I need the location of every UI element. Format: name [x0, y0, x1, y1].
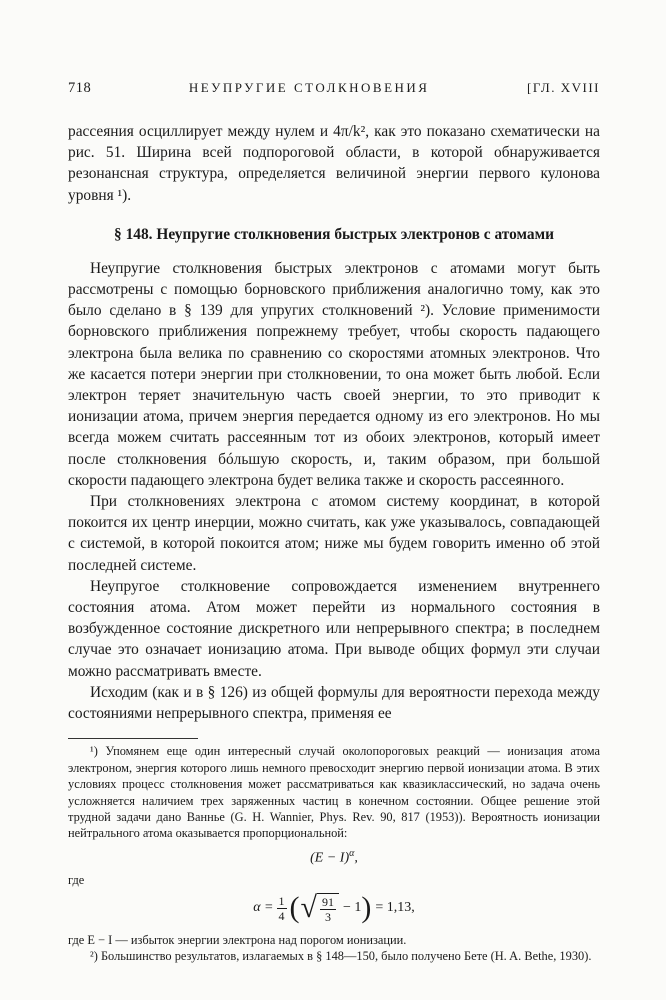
book-page	[68, 80, 600, 965]
footnote-1-end: где E − I — избыток энергии электрона над порогом ионизации.	[68, 932, 407, 947]
frac2-denominator: 3	[324, 909, 331, 924]
page-number: 718	[68, 80, 92, 96]
frac2-numerator: 91	[321, 894, 334, 909]
footnote-rule	[68, 738, 198, 739]
body-paragraph: При столкновениях электрона с атомом систему координат, в которой покоится их центр инерции, можно считать, как уже указывалось, совпадающей с системой, в которой покоится атом; ниже мы будем говорить именно об этой последней системе.	[68, 493, 600, 574]
left-paren: (	[289, 891, 300, 925]
footnotes	[68, 738, 600, 964]
footnote-1: ¹) Упомянем еще один интересный случай околопороговых реакций — ионизация атома электроном, энергия которого лишь немного превосходит энергию первой ионизации атома. В этих условиях процесс столкновения может рассматриваться как квазиклассический, но задача очень усложняется наличием трех заряженных частиц в конечном состоянии. Общее решение этой трудной задачи дано Ваннье (G. H. Wannier, Phys. Rev. 90, 817 (1953)). Вероятность ионизации нейтрального атома оказывается пропорциональной:	[68, 744, 600, 841]
chapter-label: [ГЛ. XVIII	[527, 80, 600, 95]
continuation-paragraph: рассеяния осциллирует между нулем и 4π/k², как это показано схематически на рис. 51. Ширина всей подпороговой области, в которой обнаруживается резонансная структура, определяется величиной энергии первого кулонова уровня ¹).	[68, 123, 600, 204]
formula-alpha	[68, 893, 600, 924]
radicand	[317, 893, 339, 924]
where-word: где	[68, 873, 85, 888]
formula-tail: ,	[354, 850, 358, 866]
right-paren: )	[361, 891, 372, 925]
fraction-91-3	[320, 895, 336, 924]
formula-probability	[68, 848, 600, 867]
footnote-2: ²) Большинство результатов, излагаемых в § 148—150, было получено Бете (H. A. Bethe, 1930).	[90, 949, 592, 964]
section-title: § 148. Неупругие столкновения быстрых электронов с атомами	[114, 225, 554, 243]
formula-base: (E − I)	[310, 850, 350, 866]
frac1-denominator: 4	[278, 908, 285, 923]
sqrt-sign: √	[300, 891, 317, 925]
body-paragraph: Исходим (как и в § 126) из общей формулы для вероятности перехода между состояниями непрерывного спектра, применяя ее	[68, 683, 600, 723]
fraction-one-quarter	[277, 894, 287, 923]
body-paragraph: Неупругие столкновения быстрых электронов с атомами могут быть рассмотрены с помощью борновского приближения аналогично тому, как это было сделано в § 139 для упругих столкновений ²). Условие применимости борновского приближения попрежнему требует, чтобы скорость падающего электрона была велика по сравнению со скоростями атомных электронов. Что же касается потери энергии при столкновении, то она может быть любой. Если электрон теряет значительную часть своей энергии, то это приводит к ионизации атома, причем энергия передается одному из его электронов. Но мы всегда можем считать рассеянным тот из обоих электронов, который имеет после столкновения бóльшую скорость, и, таким образом, при большой скорости падающего электрона будет велика также и скорость рассеянного.	[68, 259, 600, 489]
alpha-rhs: = 1,13,	[375, 900, 415, 916]
minus-one: − 1	[342, 900, 362, 916]
formula-exponent: α	[349, 847, 355, 859]
alpha-lhs: α =	[253, 900, 274, 916]
page-header	[68, 80, 600, 102]
running-title: НЕУПРУГИЕ СТОЛКНОВЕНИЯ	[188, 80, 430, 95]
body-paragraph: Неупругое столкновение сопровождается изменением внутреннего состояния атома. Атом может перейти из нормального состояния в возбужденное состояние дискретного или непрерывного спектра; в последнем случае это означает ионизацию атома. При выводе общих формул эти случаи можно рассматривать вместе.	[68, 577, 600, 680]
frac1-numerator: 1	[278, 893, 285, 908]
